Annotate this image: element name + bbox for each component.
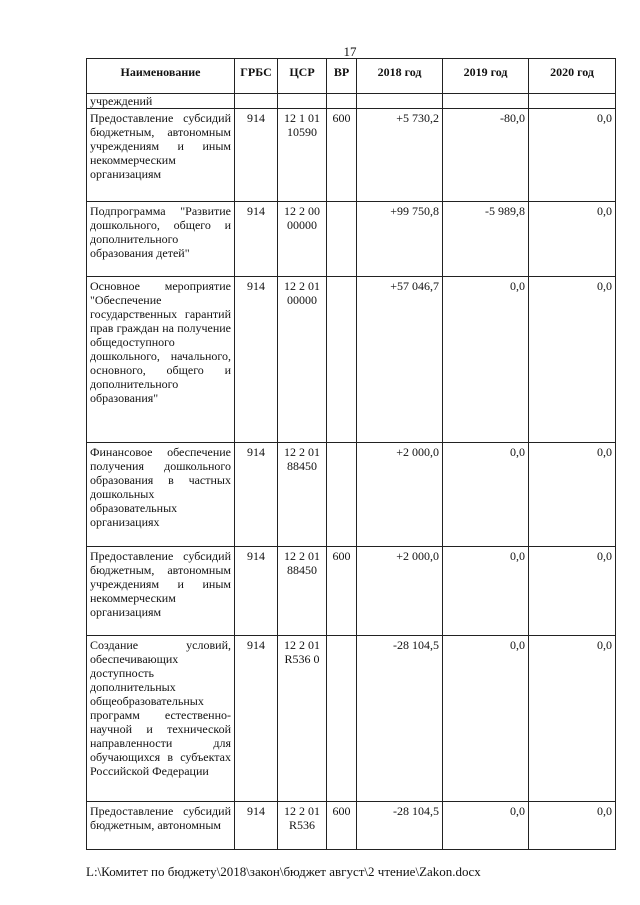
row-vr [327,636,357,802]
row-vr: 600 [327,547,357,636]
row-csr: 12 1 01 10590 [278,109,327,202]
row-name: Предоставление субсидий бюджетным, автономным учреждениям и иным некоммерческим организациям [87,547,235,636]
row-grbs: 914 [235,202,278,277]
continuation-text: учреждений [87,94,235,109]
row-grbs: 914 [235,443,278,547]
continuation-row [87,94,616,109]
row-grbs: 914 [235,636,278,802]
row-2018: +5 730,2 [357,109,443,202]
row-vr [327,443,357,547]
row-name: Финансовое обеспечение получения дошкольного образования в частных дошкольных образовательных организациях [87,443,235,547]
row-name: Предоставление субсидий бюджетным, автономным учреждениям и иным некоммерческим организациям [87,109,235,202]
row-name: Подпрограмма "Развитие дошкольного, общего и дополнительного образования детей" [87,202,235,277]
header-2018: 2018 год [357,59,443,94]
page-number: 17 [343,44,357,59]
row-csr: 12 2 01 00000 [278,277,327,443]
row-vr: 600 [327,802,357,850]
row-2020: 0,0 [529,802,616,850]
row-csr: 12 2 00 00000 [278,202,327,277]
header-csr: ЦСР [278,59,327,94]
row-name: Создание условий, обеспечивающих доступность дополнительных общеобразовательных программ естественно-научной и технической направленности для обучающихся в субъектах Российской Федерации [87,636,235,802]
row-name: Основное мероприятие "Обеспечение государственных гарантий прав граждан на получение общедоступного дошкольного, начального, основного, общего и дополнительного образования" [87,277,235,443]
header-grbs: ГРБС [235,59,278,94]
row-grbs: 914 [235,547,278,636]
row-2019: -80,0 [443,109,529,202]
row-2018: -28 104,5 [357,636,443,802]
row-grbs: 914 [235,277,278,443]
header-2019: 2019 год [443,59,529,94]
header-row [87,59,616,94]
header-2020: 2020 год [529,59,616,94]
row-2018: +99 750,8 [357,202,443,277]
budget-table [86,58,616,850]
row-vr [327,202,357,277]
row-vr [327,277,357,443]
row-2019: 0,0 [443,802,529,850]
row-2018: +57 046,7 [357,277,443,443]
table-row [87,277,616,443]
row-2020: 0,0 [529,109,616,202]
row-2019: 0,0 [443,443,529,547]
row-csr: 12 2 01 R536 [278,802,327,850]
row-2019: -5 989,8 [443,202,529,277]
row-name: Предоставление субсидий бюджетным, автономным [87,802,235,850]
row-2020: 0,0 [529,443,616,547]
header-vr: ВР [327,59,357,94]
row-2020: 0,0 [529,277,616,443]
row-2018: +2 000,0 [357,443,443,547]
row-csr: 12 2 01 R536 0 [278,636,327,802]
file-path-footer: L:\Комитет по бюджету\2018\закон\бюджет август\2 чтение\Zakon.docx [86,864,481,879]
row-grbs: 914 [235,109,278,202]
row-2018: +2 000,0 [357,547,443,636]
row-2020: 0,0 [529,202,616,277]
header-name: Наименование [87,59,235,94]
table-row [87,109,616,202]
row-vr: 600 [327,109,357,202]
table-row [87,443,616,547]
row-2019: 0,0 [443,547,529,636]
table-row [87,636,616,802]
row-csr: 12 2 01 88450 [278,547,327,636]
row-2018: -28 104,5 [357,802,443,850]
row-2019: 0,0 [443,277,529,443]
row-2020: 0,0 [529,547,616,636]
table-row [87,802,616,850]
table-row [87,202,616,277]
row-csr: 12 2 01 88450 [278,443,327,547]
row-grbs: 914 [235,802,278,850]
table-row [87,547,616,636]
row-2019: 0,0 [443,636,529,802]
row-2020: 0,0 [529,636,616,802]
